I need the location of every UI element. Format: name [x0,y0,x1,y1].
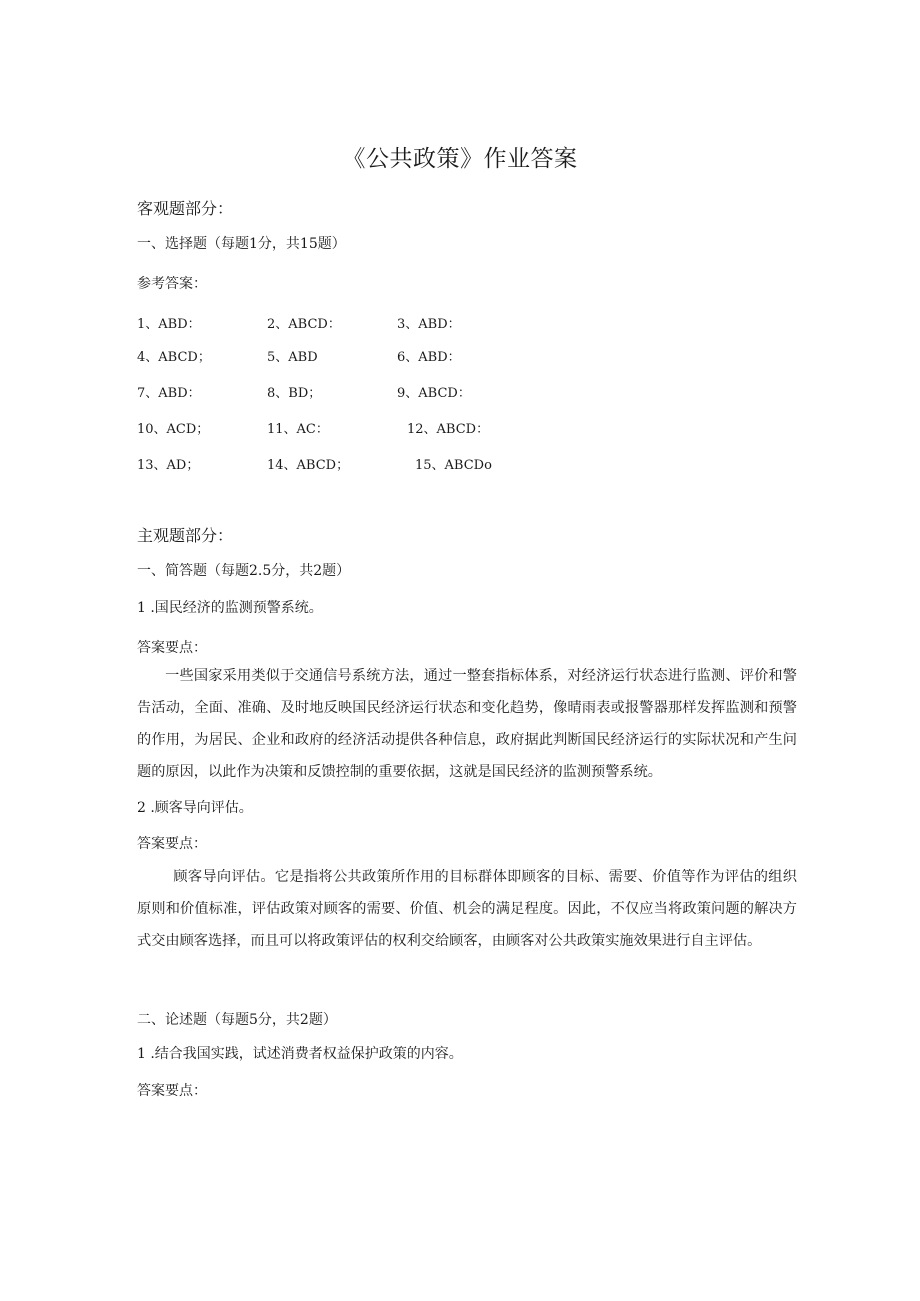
question-2-answer-text: 顾客导向评估。它是指将公共政策所作用的目标群体即顾客的目标、需要、价值等作为评估的组织原则和价值标准，评估政策对顾客的需要、价值、机会的满足程度。因此，不仅应当将政策问题的解决方式交由顾客选择，而且可以将政策评估的权利交给顾客，由顾客对公共政策实施效果进行自主评估。 [137,869,797,949]
essay-section-title: 二、论述题（每题5分，共2题） [137,1012,337,1028]
answer-9: 9、ABCD： [397,386,471,401]
question-1-answer [137,660,797,788]
question-2-answer-label: 答案要点： [137,836,207,852]
choice-section-title: 一、选择题（每题1分，共15题） [137,236,346,252]
question-1-answer-label: 答案要点： [137,640,207,656]
answer-13: 13、AD； [137,458,200,473]
page-title: 《公共政策》作业答案 [342,146,578,172]
answer-5: 5、ABD [267,350,318,365]
question-2: 2 .顾客导向评估。 [137,800,253,816]
answer-2: 2、ABCD： [267,317,341,332]
answer-15: 15、ABCDo [415,458,492,473]
answer-4: 4、ABCD； [137,350,211,365]
question-1: 1 .国民经济的监测预警系统。 [137,600,323,616]
objective-heading: 客观题部分： [137,199,234,218]
answer-6: 6、ABD： [397,350,461,365]
subjective-heading: 主观题部分： [137,526,234,545]
answer-11: 11、AC： [267,422,329,437]
answer-12: 12、ABCD： [407,422,490,437]
question-2-answer [137,861,797,957]
answer-10: 10、ACD； [137,422,210,437]
question-3: 1 .结合我国实践，试述消费者权益保护政策的内容。 [137,1046,463,1062]
question-1-answer-text: 一些国家采用类似于交通信号系统方法，通过一整套指标体系，对经济运行状态进行监测、评价和警告活动，全面、准确、及时地反映国民经济运行状态和变化趋势，像晴雨表或报警器那样发挥监测和预警的作用，为居民、企业和政府的经济活动提供各种信息，政府据此判断国民经济运行的实际状况和产生问题的原因，以此作为决策和反馈控制的重要依据，这就是国民经济的监测预警系统。 [137,668,797,780]
reference-answer-label: 参考答案： [137,276,207,292]
question-3-answer-label: 答案要点： [137,1083,207,1099]
short-answer-section-title: 一、简答题（每题2.5分，共2题） [137,563,351,579]
answer-1: 1、ABD： [137,317,201,332]
answer-7: 7、ABD： [137,386,201,401]
answer-14: 14、ABCD； [267,458,350,473]
answer-3: 3、ABD： [397,317,461,332]
answer-8: 8、BD； [267,386,322,401]
